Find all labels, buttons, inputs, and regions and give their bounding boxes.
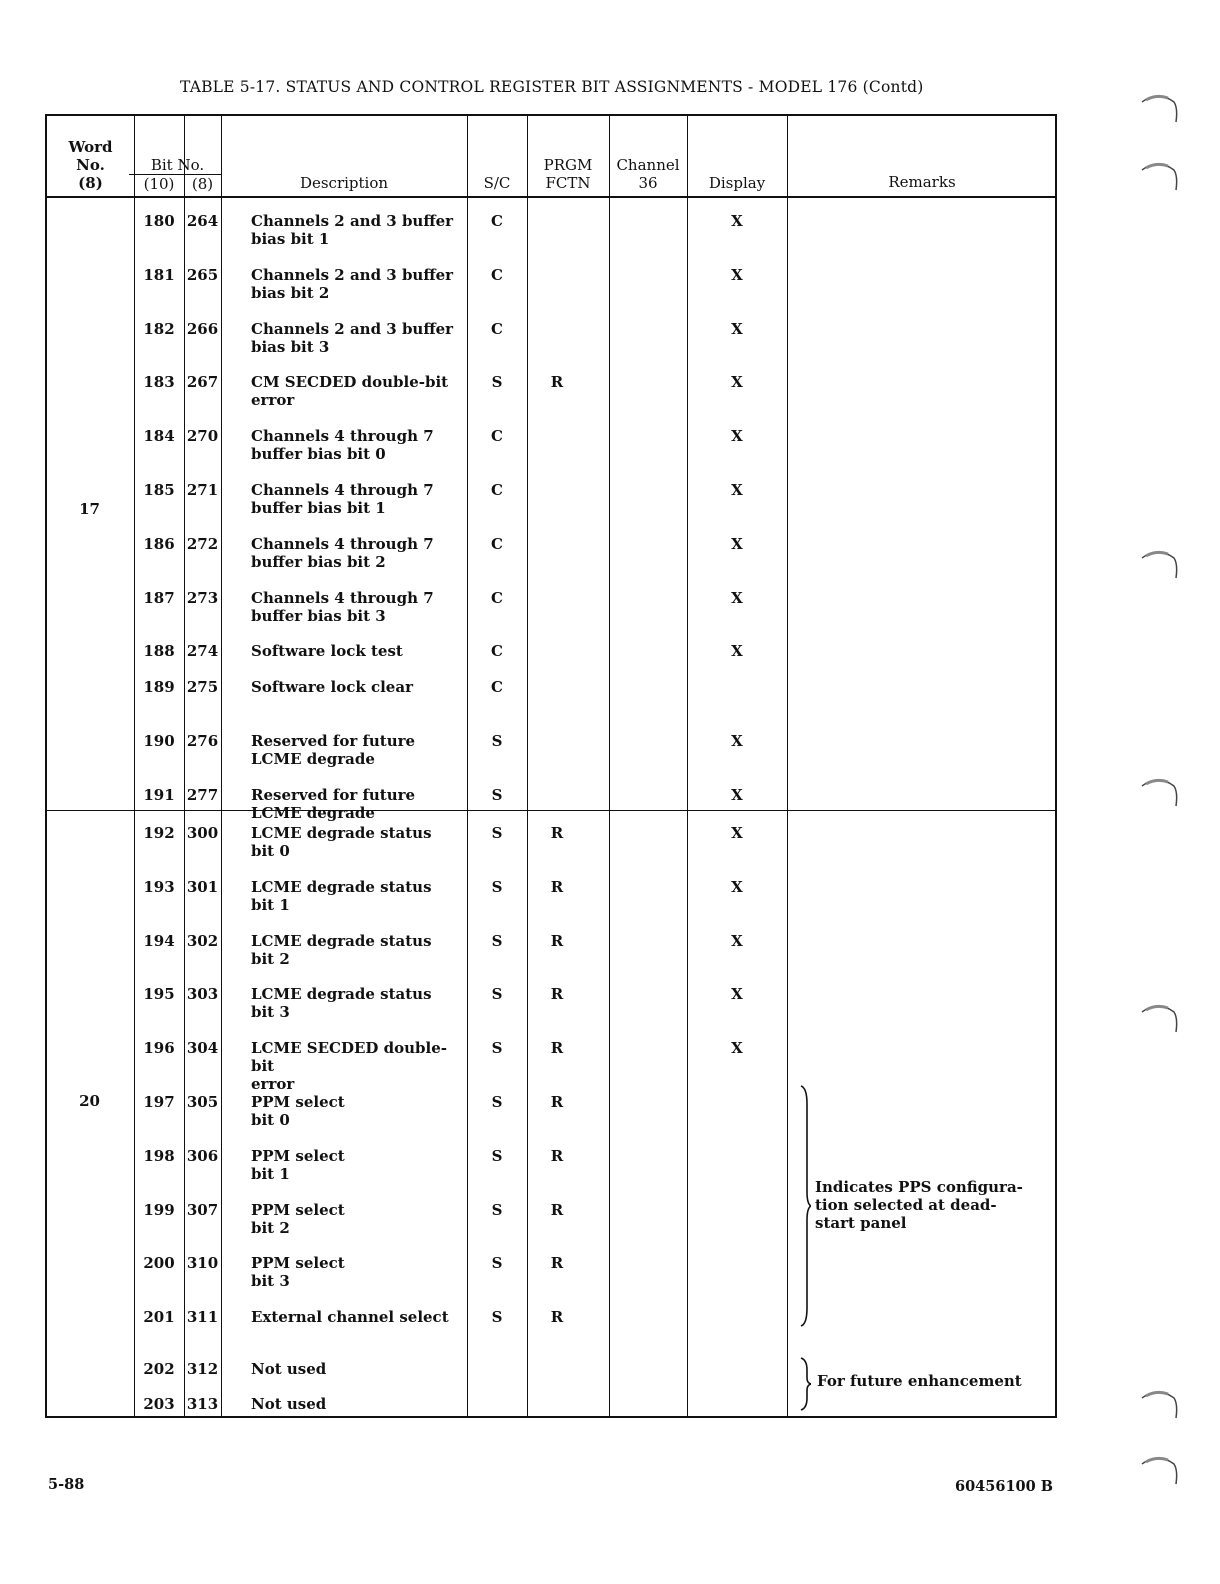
remark-pps: Indicates PPS configura- tion selected at dead- start panel bbox=[815, 1178, 1023, 1232]
description bbox=[251, 589, 466, 625]
description-line: PPM select bbox=[251, 1200, 345, 1219]
prgm-value: R bbox=[550, 1308, 564, 1327]
description-line: bit 2 bbox=[251, 949, 290, 968]
description-line: Software lock clear bbox=[251, 678, 413, 697]
description-line: error bbox=[251, 391, 295, 410]
description-line: LCME degrade status bbox=[251, 824, 432, 842]
header-bitno: Bit No. bbox=[150, 156, 205, 174]
display-value: X bbox=[731, 588, 743, 607]
description bbox=[251, 1147, 466, 1183]
description-line: LCME degrade status bbox=[251, 985, 432, 1004]
description bbox=[251, 1201, 466, 1237]
description-line: Not used bbox=[251, 1360, 327, 1379]
remark-future: For future enhancement bbox=[817, 1372, 1022, 1390]
sc-value: C bbox=[491, 427, 503, 446]
bit-octal: 276 bbox=[186, 732, 219, 751]
display-value: X bbox=[731, 319, 743, 338]
brace-icon bbox=[799, 1356, 811, 1412]
sc-value: C bbox=[491, 212, 503, 230]
sc-value: C bbox=[491, 265, 503, 284]
binder-hole-icon bbox=[1140, 772, 1180, 808]
bit-decimal: 198 bbox=[143, 1146, 175, 1165]
bit-assignment-table bbox=[45, 114, 1057, 1418]
description-line: buffer bias bit 3 bbox=[251, 606, 386, 625]
description bbox=[251, 878, 466, 914]
sc-value: S bbox=[491, 1039, 503, 1058]
description bbox=[251, 985, 466, 1021]
description bbox=[251, 1254, 466, 1290]
bit-decimal: 200 bbox=[143, 1254, 175, 1273]
column-divider bbox=[687, 116, 688, 1416]
description-line: bit 1 bbox=[251, 895, 290, 914]
bit-decimal: 195 bbox=[143, 985, 175, 1004]
table-title: TABLE 5-17. STATUS AND CONTROL REGISTER BIT ASSIGNMENTS - MODEL 176 (Contd) bbox=[180, 78, 924, 96]
bit-octal: 300 bbox=[186, 824, 219, 842]
description bbox=[251, 266, 466, 302]
description bbox=[251, 678, 466, 696]
description-line: LCME degrade bbox=[251, 750, 375, 769]
description-line: Not used bbox=[251, 1395, 327, 1414]
bit-decimal: 189 bbox=[143, 678, 175, 697]
prgm-value: R bbox=[550, 1254, 564, 1273]
display-value: X bbox=[731, 985, 743, 1004]
description-line: Channels 4 through 7 bbox=[251, 427, 434, 446]
sc-value: S bbox=[491, 373, 503, 392]
description bbox=[251, 786, 466, 822]
bit-decimal: 183 bbox=[143, 373, 175, 392]
header-bit8: (8) bbox=[191, 175, 214, 193]
prgm-value: R bbox=[550, 824, 564, 842]
bit-decimal: 180 bbox=[143, 212, 175, 230]
prgm-value: R bbox=[550, 1039, 564, 1058]
description bbox=[251, 732, 466, 768]
column-divider bbox=[527, 116, 528, 1416]
description bbox=[251, 1308, 466, 1326]
bit-decimal: 203 bbox=[143, 1395, 175, 1414]
description bbox=[251, 1395, 466, 1413]
description bbox=[251, 481, 466, 517]
description-line: buffer bias bit 0 bbox=[251, 445, 386, 464]
sc-value: C bbox=[491, 319, 503, 338]
sc-value: S bbox=[491, 732, 503, 751]
document-number: 60456100 B bbox=[955, 1478, 1054, 1495]
prgm-value: R bbox=[550, 1146, 564, 1165]
description bbox=[251, 932, 466, 968]
bit-decimal: 199 bbox=[143, 1200, 175, 1219]
bit-octal: 274 bbox=[186, 642, 219, 661]
bit-decimal: 201 bbox=[143, 1308, 175, 1327]
prgm-value: R bbox=[550, 877, 564, 896]
display-value: X bbox=[731, 931, 743, 950]
description-line: Channels 4 through 7 bbox=[251, 481, 434, 499]
display-value: X bbox=[731, 642, 743, 661]
sc-value: S bbox=[491, 877, 503, 896]
bit-octal: 265 bbox=[186, 265, 219, 284]
description-line: Software lock test bbox=[251, 642, 403, 661]
description bbox=[251, 373, 466, 409]
bit-octal: 303 bbox=[186, 985, 219, 1004]
sc-value: C bbox=[491, 588, 503, 607]
description-line: Channels 2 and 3 buffer bbox=[251, 319, 454, 338]
bit-octal: 266 bbox=[186, 319, 219, 338]
header-rule bbox=[47, 196, 1055, 198]
sc-value: S bbox=[491, 1146, 503, 1165]
description bbox=[251, 1360, 466, 1378]
description-line: bias bit 3 bbox=[251, 337, 330, 356]
column-divider bbox=[134, 116, 135, 1416]
binder-hole-icon bbox=[1140, 156, 1180, 192]
binder-hole-icon bbox=[1140, 88, 1180, 124]
prgm-value: R bbox=[550, 985, 564, 1004]
bit-octal: 304 bbox=[186, 1039, 219, 1058]
description bbox=[251, 642, 466, 660]
column-divider bbox=[221, 116, 222, 1416]
description-line: LCME degrade status bbox=[251, 877, 432, 896]
bit-octal: 301 bbox=[186, 877, 219, 896]
column-divider bbox=[787, 116, 788, 1416]
description-line: bit 1 bbox=[251, 1164, 290, 1183]
bit-decimal: 186 bbox=[143, 534, 175, 553]
bit-octal: 310 bbox=[186, 1254, 219, 1273]
bit-decimal: 191 bbox=[143, 786, 175, 805]
description-line: bias bit 2 bbox=[251, 283, 330, 302]
bit-decimal: 187 bbox=[143, 588, 175, 607]
display-value: X bbox=[731, 786, 743, 805]
description-line: External channel select bbox=[251, 1308, 449, 1327]
description-line: bit 0 bbox=[251, 1111, 290, 1129]
sc-value: C bbox=[491, 642, 503, 661]
description-line: Channels 4 through 7 bbox=[251, 588, 434, 607]
header-sc: S/C bbox=[483, 174, 511, 192]
bit-decimal: 188 bbox=[143, 642, 175, 661]
description-line: buffer bias bit 2 bbox=[251, 552, 386, 571]
bit-decimal: 192 bbox=[143, 824, 175, 842]
description-line: bit 3 bbox=[251, 1272, 290, 1291]
bit-octal: 313 bbox=[186, 1395, 219, 1414]
bit-decimal: 197 bbox=[143, 1093, 175, 1111]
bit-decimal: 184 bbox=[143, 427, 175, 446]
sc-value: S bbox=[491, 931, 503, 950]
display-value: X bbox=[731, 732, 743, 751]
binder-hole-icon bbox=[1140, 1384, 1180, 1420]
bit-decimal: 181 bbox=[143, 265, 175, 284]
description-line: buffer bias bit 1 bbox=[251, 499, 386, 517]
prgm-value: R bbox=[550, 373, 564, 392]
bit-octal: 311 bbox=[186, 1308, 219, 1327]
header-display: Display bbox=[708, 174, 766, 192]
word-number-17: 17 bbox=[79, 500, 100, 518]
header-channel: Channel 36 bbox=[616, 156, 680, 192]
sc-value: C bbox=[491, 481, 503, 499]
description-line: Reserved for future bbox=[251, 732, 416, 751]
sc-value: S bbox=[491, 1308, 503, 1327]
display-value: X bbox=[731, 265, 743, 284]
description-line: Channels 2 and 3 buffer bbox=[251, 212, 454, 230]
header-prgm: PRGM FCTN bbox=[543, 156, 593, 192]
bit-decimal: 190 bbox=[143, 732, 175, 751]
description-line: LCME degrade status bbox=[251, 931, 432, 950]
description bbox=[251, 535, 466, 571]
column-divider bbox=[467, 116, 468, 1416]
bit-octal: 270 bbox=[186, 427, 219, 446]
description-line: PPM select bbox=[251, 1093, 345, 1111]
sc-value: S bbox=[491, 1200, 503, 1219]
display-value: X bbox=[731, 534, 743, 553]
group-divider bbox=[47, 810, 1055, 811]
sc-value: S bbox=[491, 824, 503, 842]
description bbox=[251, 824, 466, 860]
description-line: bit 2 bbox=[251, 1218, 290, 1237]
bit-octal: 271 bbox=[186, 481, 219, 499]
word-number-20: 20 bbox=[79, 1092, 100, 1110]
binder-hole-icon bbox=[1140, 1450, 1180, 1486]
display-value: X bbox=[731, 824, 743, 842]
description-line: Reserved for future bbox=[251, 786, 416, 805]
bit-decimal: 196 bbox=[143, 1039, 175, 1058]
description-line: bias bit 1 bbox=[251, 230, 330, 248]
description bbox=[251, 212, 466, 248]
bit-decimal: 194 bbox=[143, 931, 175, 950]
bit-octal: 267 bbox=[186, 373, 219, 392]
sc-value: C bbox=[491, 678, 503, 697]
description-line: Channels 4 through 7 bbox=[251, 534, 434, 553]
bit-octal: 275 bbox=[186, 678, 219, 697]
description-line: error bbox=[251, 1075, 295, 1094]
binder-hole-icon bbox=[1140, 544, 1180, 580]
binder-hole-icon bbox=[1140, 998, 1180, 1034]
description-line: PPM select bbox=[251, 1254, 345, 1273]
bit-octal: 305 bbox=[186, 1093, 219, 1111]
bit-octal: 273 bbox=[186, 588, 219, 607]
bit-octal: 302 bbox=[186, 931, 219, 950]
sc-value: S bbox=[491, 1254, 503, 1273]
description-line: Channels 2 and 3 buffer bbox=[251, 265, 454, 284]
bit-decimal: 185 bbox=[143, 481, 175, 499]
description-line: LCME degrade bbox=[251, 804, 375, 823]
display-value: X bbox=[731, 373, 743, 392]
description bbox=[251, 1093, 466, 1129]
prgm-value: R bbox=[550, 1093, 564, 1111]
description-line: CM SECDED double-bit bbox=[251, 373, 449, 392]
sc-value: S bbox=[491, 985, 503, 1004]
description-line: bit 0 bbox=[251, 842, 290, 860]
brace-icon bbox=[799, 1084, 811, 1328]
bit-octal: 272 bbox=[186, 534, 219, 553]
column-divider bbox=[609, 116, 610, 1416]
display-value: X bbox=[731, 1039, 743, 1058]
bit-octal: 264 bbox=[186, 212, 219, 230]
bit-octal: 277 bbox=[186, 786, 219, 805]
bit-octal: 307 bbox=[186, 1200, 219, 1219]
display-value: X bbox=[731, 481, 743, 499]
bit-octal: 312 bbox=[186, 1360, 219, 1379]
header-description: Description bbox=[299, 174, 389, 192]
display-value: X bbox=[731, 212, 743, 230]
header-remarks: Remarks bbox=[888, 173, 956, 191]
bit-decimal: 202 bbox=[143, 1360, 175, 1379]
header-word: Word No. (8) bbox=[68, 138, 113, 192]
display-value: X bbox=[731, 877, 743, 896]
display-value: X bbox=[731, 427, 743, 446]
page-number: 5-88 bbox=[48, 1476, 85, 1493]
bit-decimal: 193 bbox=[143, 877, 175, 896]
sc-value: S bbox=[491, 786, 503, 805]
bit-octal: 306 bbox=[186, 1146, 219, 1165]
description-line: bit 3 bbox=[251, 1003, 290, 1022]
header-bit10: (10) bbox=[143, 175, 175, 193]
bit-decimal: 182 bbox=[143, 319, 175, 338]
prgm-value: R bbox=[550, 1200, 564, 1219]
description bbox=[251, 1039, 466, 1093]
description-line: PPM select bbox=[251, 1146, 345, 1165]
sc-value: C bbox=[491, 534, 503, 553]
column-divider bbox=[184, 116, 185, 1416]
description-line: LCME SECDED double-bit bbox=[251, 1039, 447, 1076]
sc-value: S bbox=[491, 1093, 503, 1111]
description bbox=[251, 320, 466, 356]
description bbox=[251, 427, 466, 463]
prgm-value: R bbox=[550, 931, 564, 950]
